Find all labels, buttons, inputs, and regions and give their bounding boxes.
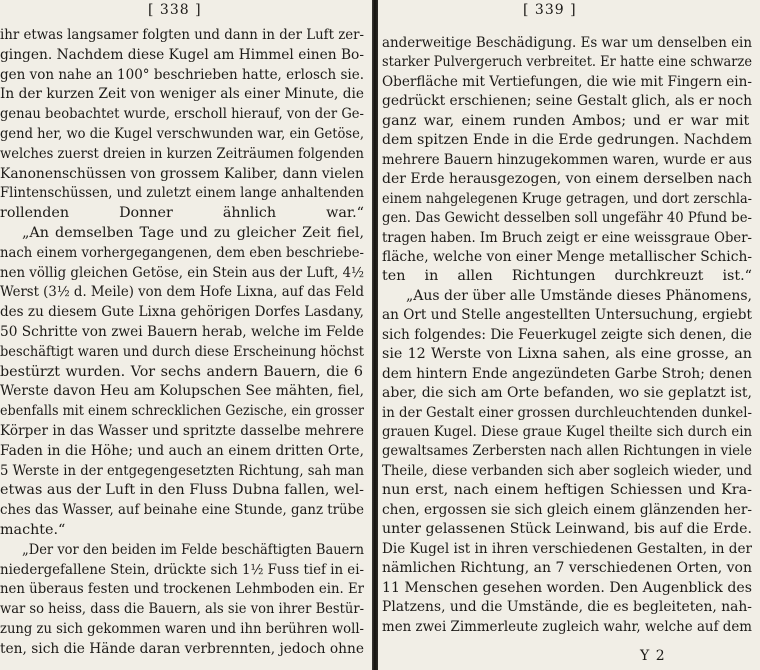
- text-line: anderweitige Beschädigung. Es war um denselben ein: [382, 35, 752, 51]
- text-line: sie 12 Werste von Lixna sahen, als eine grosse, an: [382, 346, 752, 363]
- text-line: welches zuerst dreien in kurzen Zeiträumen folgenden: [0, 145, 364, 162]
- text-line: ihr etwas langsamer folgten und dann in der Luft zer-: [0, 27, 364, 43]
- text-line: tragen haben. Im Bruch zeigt er eine weissgraue Ober-: [382, 229, 752, 246]
- text-line: grauen Kugel. Diese graue Kugel theilte sich durch ein: [382, 424, 752, 440]
- text-line: gewaltsames Zerbersten nach allen Richtungen in viele: [382, 443, 752, 460]
- text-line: etwas aus der Luft in den Fluss Dubna fallen, wel-: [0, 482, 364, 499]
- text-line: zung zu sich gekommen waren und ihn berühren woll-: [0, 621, 364, 637]
- text-line: Werste davon Heu am Kolupschen See mähten, fiel,: [0, 383, 364, 400]
- page-number: [ 338 ]: [148, 2, 202, 18]
- text-line: des zu diesem Gute Lixna gehörigen Dorfes Lasdany,: [0, 304, 364, 321]
- text-line: Flintenschüssen, und zuletzt einem lange anhaltenden: [0, 185, 364, 202]
- text-line: nun erst, nach einem heftigen Schiessen und Kra-: [382, 482, 752, 499]
- text-line: Faden in die Höhe; und auch an einem dritten Orte,: [0, 442, 364, 459]
- text-line: ganz war, einem runden Ambos; und er war mit: [382, 112, 750, 129]
- text-line: bestürzt wurden. Vor sechs andern Bauern, die 6: [0, 363, 364, 380]
- text-line: ebenfalls mit einem schrecklichen Gezische, ein grosser: [0, 403, 364, 420]
- text-line: nen völlig gleichen Getöse, ein Stein aus der Luft, 4½: [0, 264, 364, 281]
- text-line: 50 Schritte von zwei Bauern herab, welche im Felde: [0, 324, 364, 340]
- text-line: unter gelassenen Stück Leinwand, bis auf die Erde.: [382, 521, 752, 538]
- signature-mark: Y 2: [640, 648, 666, 664]
- text-line: gen. Das Gewicht desselben soll ungefähr 40 Pfund be-: [382, 210, 752, 227]
- text-line: men zwei Zimmerleute zugleich wahr, welche auf dem: [382, 618, 752, 635]
- text-line: an Ort und Stelle angestellten Untersuchung, ergiebt: [382, 307, 752, 324]
- right-page: [378, 0, 760, 670]
- text-line: ches das Wasser, auf beinahe eine Stunde, ganz trübe: [0, 502, 364, 519]
- text-line: sich folgendes: Die Feuerkugel zeigte sich denen, die: [382, 326, 752, 343]
- text-line: 5 Werste in der entgegengesetzten Richtung, sah man: [0, 462, 364, 479]
- text-line: fläche, welche von einer Menge metallischer Schich-: [382, 248, 752, 265]
- text-line: Werst (3½ d. Meile) von dem Hofe Lixna, auf das Feld: [0, 284, 364, 301]
- text-line: niedergefallene Stein, drückte sich 1½ Fuss tief in ei-: [0, 561, 364, 578]
- text-line: gingen. Nachdem diese Kugel am Himmel einen Bo-: [0, 46, 364, 63]
- text-line: In der kurzen Zeit von weniger als einer Minute, die: [0, 86, 364, 103]
- text-line: der Erde herausgezogen, von einem derselben nach: [382, 171, 752, 188]
- text-line: Kanonenschüssen von grossem Kaliber, dann vielen: [0, 165, 364, 182]
- text-line: Oberfläche mit Vertiefungen, die wie mit Fingern ein-: [382, 73, 752, 90]
- text-line: „Aus der über alle Umstände dieses Phänomens,: [406, 287, 752, 304]
- text-line: ten in allen Richtungen durchkreuzt ist.“: [382, 268, 752, 285]
- text-line: beschäftigt waren und durch diese Erscheinung höchst: [0, 343, 364, 360]
- text-line: Theile, diese verbanden sich aber sogleich wieder, und: [382, 462, 752, 479]
- text-line: einem nahgelegenen Kruge getragen, und dort zerschla-: [382, 190, 752, 207]
- text-line: aber, die sich am Orte befanden, wo sie geplatzt ist,: [382, 385, 752, 402]
- text-line: „Der vor den beiden im Felde beschäftigten Bauern: [22, 541, 364, 558]
- text-line: genau beobachtet wurde, erscholl hierauf, von der Ge-: [0, 106, 364, 123]
- text-line: nach einem vorhergegangenen, dem eben beschriebe-: [0, 244, 364, 261]
- text-line: „An demselben Tage und zu gleicher Zeit fiel,: [22, 225, 364, 241]
- text-line: Körper in das Wasser und spritzte dasselbe mehrere: [0, 423, 364, 439]
- text-line: dem spitzen Ende in die Erde gedrungen. Nachdem: [382, 132, 752, 149]
- text-line: ten, sich die Hände daran verbrennten, jedoch ohne: [0, 640, 364, 657]
- text-line: nen überaus festen und trockenen Lehmboden ein. Er: [0, 581, 364, 598]
- text-line: starker Pulvergeruch verbreitet. Er hatte eine schwarze: [382, 54, 752, 71]
- text-line: mehrere Bauern hinzugekommen waren, wurde er aus: [382, 151, 752, 168]
- text-line: 11 Menschen gesehen worden. Den Augenblick des: [382, 579, 752, 596]
- text-line: war so heiss, dass die Bauern, als sie von ihrer Bestür-: [0, 601, 364, 618]
- text-line: Platzens, und die Umstände, die es begleiteten, nah-: [382, 599, 752, 616]
- text-line: nämlichen Richtung, an 7 verschiedenen Orten, von: [382, 560, 752, 577]
- text-line: gedrückt erschienen; seine Gestalt glich, als er noch: [382, 93, 752, 110]
- text-line: machte.“: [0, 522, 66, 538]
- text-line: Die Kugel ist in ihren verschiedenen Gestalten, in der: [382, 540, 752, 557]
- page-number: [ 339 ]: [523, 2, 577, 18]
- text-line: gen von nahe an 100° beschrieben hatte, erlosch sie.: [0, 66, 364, 83]
- text-line: in der Gestalt einer grossen durchleuchtenden dunkel-: [382, 404, 752, 421]
- text-line: rollenden Donner ähnlich war.“: [0, 205, 364, 222]
- text-line: dem hintern Ende angezündeten Garbe Stroh; denen: [382, 365, 752, 382]
- text-line: gend her, wo die Kugel verschwunden war, ein Getöse,: [0, 126, 364, 142]
- left-page: [0, 0, 372, 670]
- text-line: chen, ergossen sie sich gleich einem glänzenden her-: [382, 501, 752, 518]
